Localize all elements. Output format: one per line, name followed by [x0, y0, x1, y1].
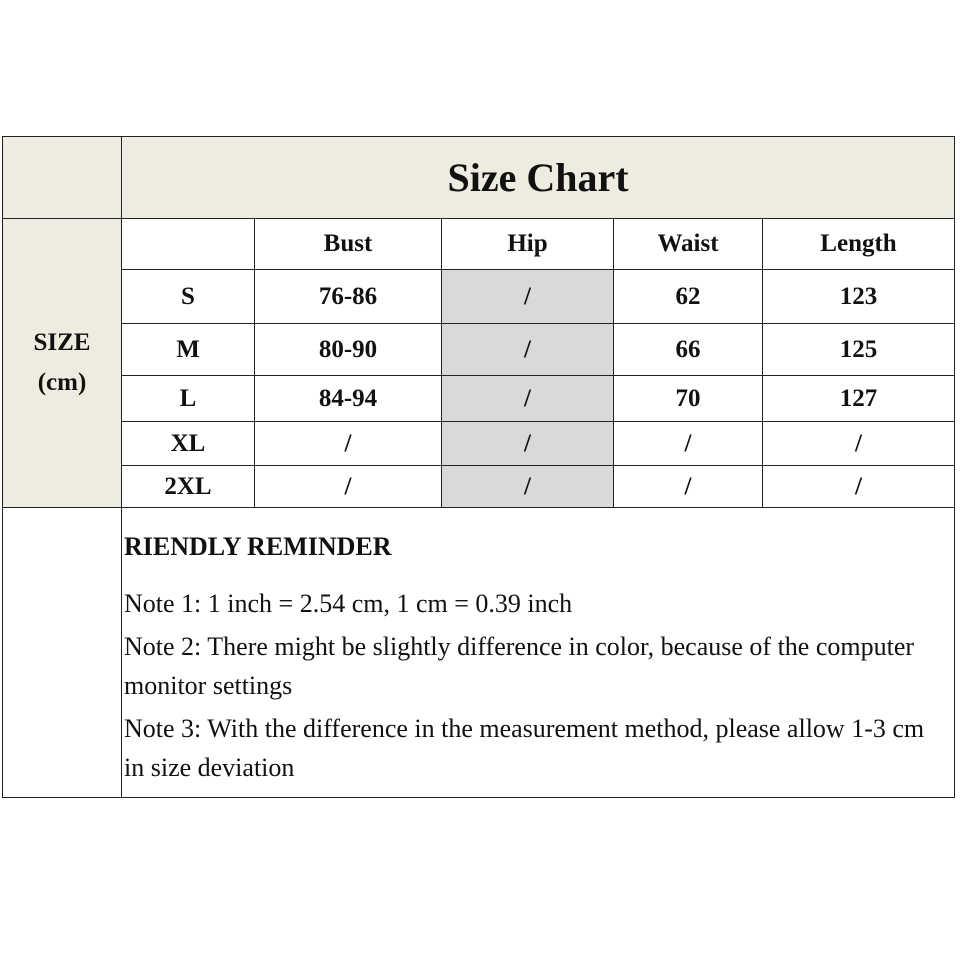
size-label-line1: SIZE — [33, 329, 91, 356]
waist-cell: 66 — [613, 323, 763, 376]
hip-cell: / — [441, 375, 614, 422]
hip-cell: / — [441, 421, 614, 466]
column-header-hip: Hip — [441, 218, 614, 270]
note-2: Note 2: There might be slightly difference in color, because of the computer monitor settings — [124, 632, 915, 700]
size-cell: L — [121, 375, 255, 422]
length-cell: / — [762, 465, 955, 508]
length-cell: 123 — [762, 269, 955, 324]
reminder-content — [124, 532, 944, 791]
hip-cell: / — [441, 465, 614, 508]
hip-cell: / — [441, 269, 614, 324]
size-cell: M — [121, 323, 255, 376]
corner-cell — [2, 136, 122, 219]
note-1: Note 1: 1 inch = 2.54 cm, 1 cm = 0.39 inch — [124, 589, 573, 618]
length-cell: / — [762, 421, 955, 466]
column-header-bust: Bust — [254, 218, 442, 270]
reminder-heading: RIENDLY REMINDER — [124, 532, 392, 561]
column-header-waist: Waist — [613, 218, 763, 270]
bust-cell: / — [254, 421, 442, 466]
size-cell: XL — [121, 421, 255, 466]
waist-cell: 62 — [613, 269, 763, 324]
column-header-length: Length — [762, 218, 955, 270]
bust-cell: 76-86 — [254, 269, 442, 324]
reminder-left-cell — [2, 507, 122, 798]
bust-cell: 80-90 — [254, 323, 442, 376]
size-unit-label — [2, 218, 122, 508]
bust-cell: / — [254, 465, 442, 508]
header-blank-cell — [121, 218, 255, 270]
reminder-section — [2, 507, 955, 798]
waist-cell: / — [613, 421, 763, 466]
hip-cell: / — [441, 323, 614, 376]
chart-title: Size Chart — [121, 136, 955, 219]
length-cell: 127 — [762, 375, 955, 422]
waist-cell: / — [613, 465, 763, 508]
size-label-line2: (cm) — [37, 369, 87, 396]
bust-cell: 84-94 — [254, 375, 442, 422]
size-chart-table — [2, 136, 955, 798]
note-3: Note 3: With the difference in the measurement method, please allow 1-3 cm in size deviation — [124, 714, 925, 782]
waist-cell: 70 — [613, 375, 763, 422]
length-cell: 125 — [762, 323, 955, 376]
size-cell: 2XL — [121, 465, 255, 508]
size-cell: S — [121, 269, 255, 324]
